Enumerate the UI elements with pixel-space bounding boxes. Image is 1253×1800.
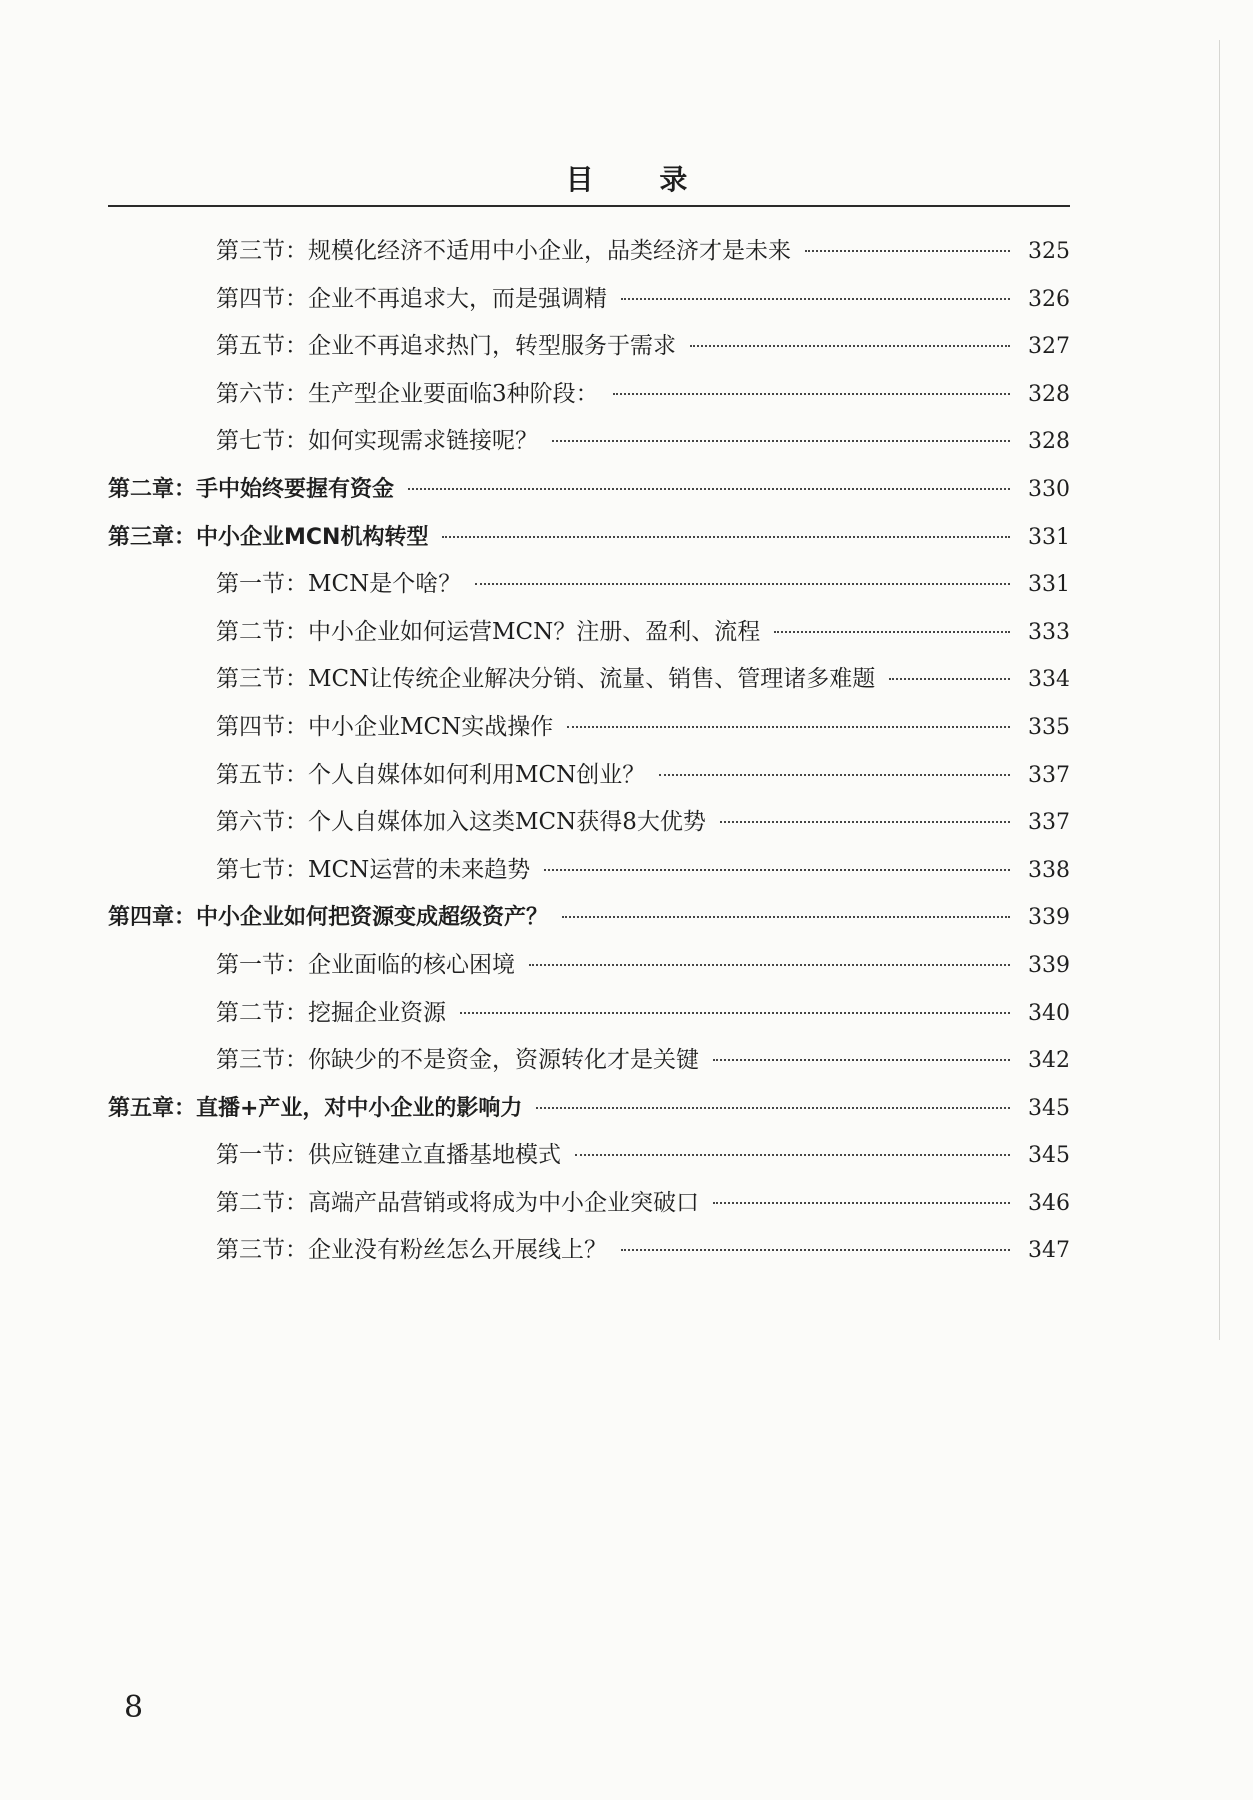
dot-leader (720, 821, 1010, 823)
toc-entry-page-number: 331 (1028, 524, 1070, 550)
toc-section-entry[interactable] (108, 799, 1070, 847)
toc-entry-page-number: 340 (1028, 1000, 1070, 1026)
toc-chapter-entry[interactable] (108, 894, 1070, 942)
dot-leader (529, 964, 1010, 966)
toc-entry-title: 第七节：如何实现需求链接呢？ (216, 428, 538, 455)
toc-entry-title: 第三节：规模化经济不适用中小企业，品类经济才是未来 (216, 238, 791, 264)
toc-entry-page-number: 339 (1028, 905, 1070, 931)
toc-entry-title: 第四节：企业不再追求大，而是强调精 (216, 285, 607, 312)
dot-leader (544, 869, 1010, 871)
toc-section-entry[interactable] (108, 704, 1070, 752)
toc-section-entry[interactable] (108, 1037, 1070, 1085)
toc-section-entry[interactable] (108, 990, 1070, 1038)
toc-entry-title: 第二章：手中始终要握有资金 (108, 476, 395, 502)
toc-chapter-entry[interactable] (108, 466, 1070, 514)
dot-leader (621, 298, 1010, 300)
dot-leader (621, 1249, 1010, 1251)
toc-section-entry[interactable] (108, 323, 1070, 371)
toc-chapter-entry[interactable] (108, 1085, 1070, 1133)
toc-section-entry[interactable] (108, 1227, 1070, 1275)
toc-entry-page-number: 347 (1028, 1238, 1070, 1264)
toc-entry-page-number: 326 (1028, 286, 1070, 312)
toc-entry-title: 第五节：个人自媒体如何利用MCN创业？ (216, 761, 646, 788)
toc-entry-title: 第七节：MCN运营的未来趋势 (216, 856, 531, 883)
dot-leader (442, 536, 1010, 538)
toc-section-entry[interactable] (108, 1180, 1070, 1228)
toc-entry-page-number: 335 (1028, 714, 1070, 740)
toc-entry-title: 第六节：生产型企业要面临3种阶段： (216, 380, 599, 407)
dot-leader (889, 678, 1010, 680)
toc-entry-page-number: 345 (1028, 1095, 1070, 1121)
toc-entry-page-number: 345 (1028, 1143, 1070, 1169)
toc-section-entry[interactable] (108, 1132, 1070, 1180)
toc-entry-page-number: 346 (1028, 1190, 1070, 1216)
dot-leader (713, 1059, 1010, 1061)
toc-entry-page-number: 325 (1028, 239, 1070, 264)
toc-section-entry[interactable] (108, 609, 1070, 657)
toc-section-entry[interactable] (108, 276, 1070, 324)
toc-entry-title: 第一节：企业面临的核心困境 (216, 951, 515, 978)
dot-leader (475, 583, 1010, 585)
dot-leader (562, 916, 1010, 918)
toc-entry-title: 第三节：MCN让传统企业解决分销、流量、销售、管理诸多难题 (216, 666, 876, 693)
dot-leader (575, 1154, 1010, 1156)
header-rule (108, 205, 1070, 207)
toc-entry-page-number: 334 (1028, 667, 1070, 693)
toc-entry-page-number: 327 (1028, 334, 1070, 360)
dot-leader (659, 774, 1010, 776)
toc-entry-title: 第一节：MCN是个啥？ (216, 571, 462, 598)
toc-entry-page-number: 338 (1028, 857, 1070, 883)
page-edge-line (1219, 40, 1220, 1340)
toc-entry-page-number: 337 (1028, 762, 1070, 788)
toc-entry-title: 第二节：高端产品营销或将成为中小企业突破口 (216, 1189, 699, 1216)
dot-leader (613, 393, 1010, 395)
toc-entry-page-number: 339 (1028, 952, 1070, 978)
dot-leader (408, 488, 1010, 490)
toc-chapter-entry[interactable] (108, 514, 1070, 562)
toc-section-entry[interactable] (108, 942, 1070, 990)
toc-entry-page-number: 333 (1028, 619, 1070, 645)
toc-entry-title: 第三节：企业没有粉丝怎么开展线上？ (216, 1237, 607, 1264)
dot-leader (552, 440, 1010, 442)
toc-entry-page-number: 328 (1028, 381, 1070, 407)
toc-entry-page-number: 331 (1028, 572, 1070, 598)
toc-section-entry[interactable] (108, 561, 1070, 609)
toc-entry-title: 第四章：中小企业如何把资源变成超级资产？ (108, 905, 549, 931)
dot-leader (536, 1107, 1010, 1109)
toc-section-entry[interactable] (108, 656, 1070, 704)
toc-entry-title: 第五章：直播+产业，对中小企业的影响力 (108, 1095, 523, 1121)
toc-section-entry[interactable] (108, 228, 1070, 276)
toc-entry-title: 第五节：企业不再追求热门，转型服务于需求 (216, 333, 676, 360)
dot-leader (567, 726, 1010, 728)
dot-leader (774, 631, 1010, 633)
toc-entry-page-number: 330 (1028, 476, 1070, 502)
toc-section-entry[interactable] (108, 418, 1070, 466)
table-of-contents (108, 228, 1070, 1275)
toc-entry-title: 第一节：供应链建立直播基地模式 (216, 1142, 561, 1169)
dot-leader (713, 1202, 1010, 1204)
toc-entry-title: 第二节：挖掘企业资源 (216, 999, 446, 1026)
page-title: 目 录 (565, 163, 716, 196)
toc-entry-page-number: 342 (1028, 1048, 1070, 1074)
toc-section-entry[interactable] (108, 371, 1070, 419)
toc-entry-title: 第六节：个人自媒体加入这类MCN获得8大优势 (216, 809, 706, 836)
page-number: 8 (124, 1690, 144, 1725)
dot-leader (460, 1012, 1010, 1014)
toc-section-entry[interactable] (108, 752, 1070, 800)
toc-entry-title: 第三章：中小企业MCN机构转型 (108, 524, 429, 550)
toc-entry-title: 第四节：中小企业MCN实战操作 (216, 713, 554, 740)
toc-entry-page-number: 337 (1028, 810, 1070, 836)
toc-entry-page-number: 328 (1028, 429, 1070, 455)
dot-leader (805, 250, 1010, 252)
toc-entry-title: 第二节：中小企业如何运营MCN？注册、盈利、流程 (216, 618, 761, 645)
dot-leader (690, 345, 1010, 347)
toc-entry-title: 第三节：你缺少的不是资金，资源转化才是关键 (216, 1047, 699, 1074)
toc-section-entry[interactable] (108, 847, 1070, 895)
